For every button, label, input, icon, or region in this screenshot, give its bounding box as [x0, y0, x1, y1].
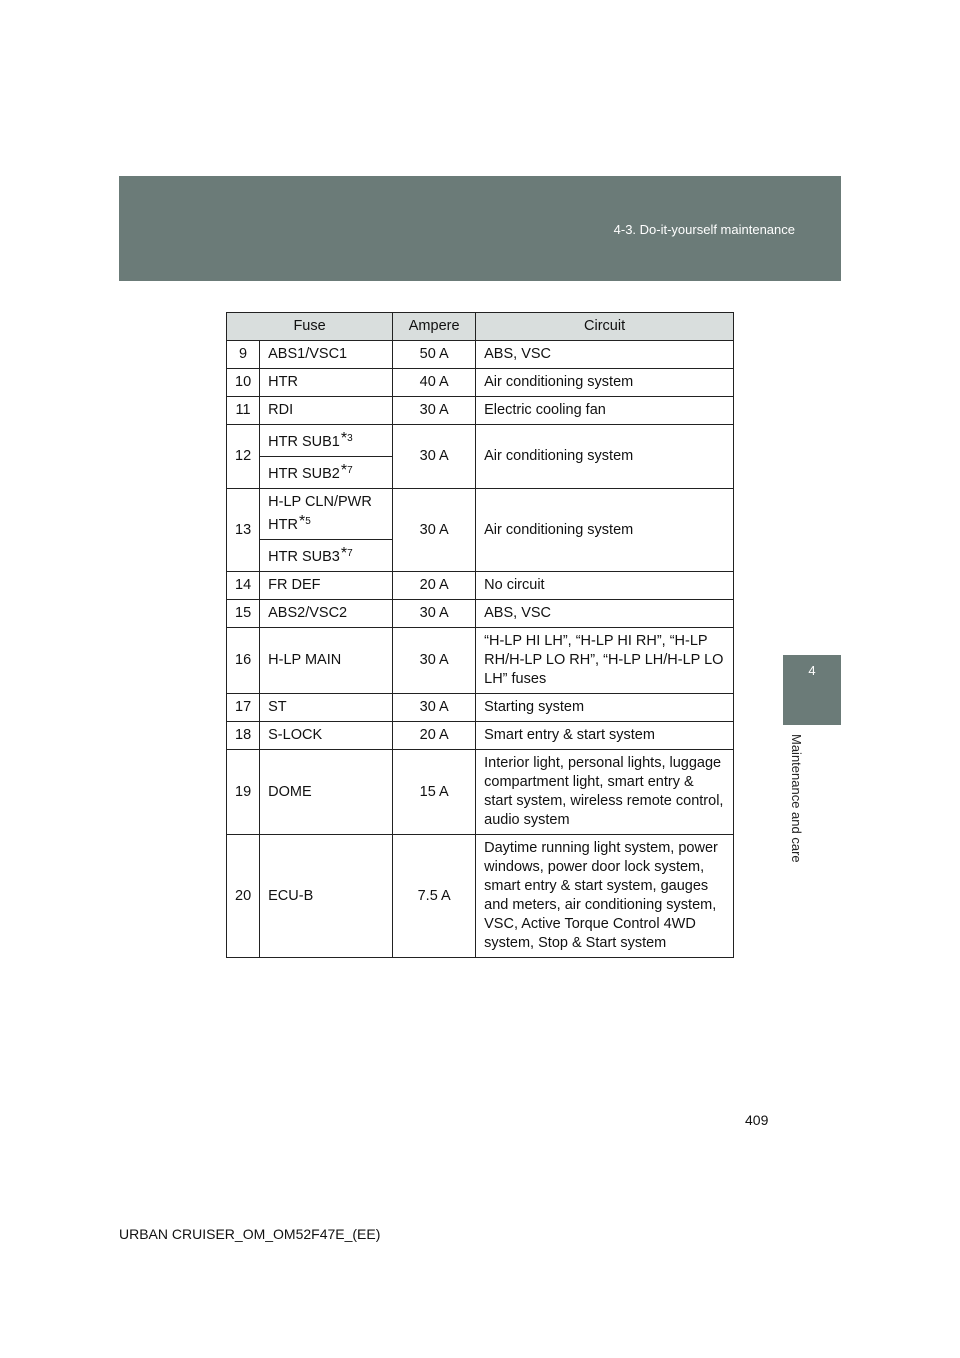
fuse-number: 17 — [227, 694, 260, 722]
footnote-asterisk-icon: *$^3$ — [340, 430, 353, 447]
fuse-ampere: 30 A — [393, 628, 476, 694]
fuse-ampere: 20 A — [393, 722, 476, 750]
fuse-name-cell — [260, 397, 393, 425]
fuse-name-cell — [260, 540, 393, 572]
footnote-asterisk-icon: *$^5$ — [298, 513, 311, 530]
table-row — [227, 369, 734, 397]
table-body — [227, 341, 734, 958]
fuse-name-cell — [260, 722, 393, 750]
table-row — [227, 341, 734, 369]
fuse-number: 20 — [227, 835, 260, 958]
table-row — [227, 572, 734, 600]
fuse-circuit: Air conditioning system — [476, 369, 734, 397]
table-row — [227, 722, 734, 750]
fuse-ampere: 30 A — [393, 489, 476, 572]
fuse-number: 13 — [227, 489, 260, 572]
fuse-ampere: 30 A — [393, 397, 476, 425]
fuse-name: ST — [268, 699, 287, 715]
column-header-fuse: Fuse — [227, 313, 393, 341]
fuse-name-cell — [260, 369, 393, 397]
fuse-number: 15 — [227, 600, 260, 628]
fuse-name: FR DEF — [268, 577, 321, 593]
fuse-number: 18 — [227, 722, 260, 750]
column-header-circuit: Circuit — [476, 313, 734, 341]
fuse-name: HTR SUB1 — [268, 434, 340, 450]
document-code: URBAN CRUISER_OM_OM52F47E_(EE) — [119, 1226, 381, 1242]
table-row — [227, 600, 734, 628]
fuse-name: HTR SUB2 — [268, 466, 340, 482]
fuse-circuit: Electric cooling fan — [476, 397, 734, 425]
table-row — [227, 750, 734, 835]
fuse-name-cell — [260, 425, 393, 457]
fuse-ampere: 40 A — [393, 369, 476, 397]
chapter-tab — [783, 655, 841, 725]
page-number: 409 — [745, 1112, 769, 1128]
fuse-name: ECU-B — [268, 887, 314, 904]
fuse-name: ABS1/VSC1 — [268, 346, 348, 362]
table-row — [227, 425, 734, 457]
fuse-circuit: “H-LP HI LH”, “H-LP HI RH”, “H-LP RH/H-LP LO RH”, “H-LP LH/H-LP LO LH” fuses — [476, 628, 734, 694]
fuse-name: ABS2/VSC2 — [268, 605, 348, 621]
table-row — [227, 397, 734, 425]
fuse-name-cell — [260, 835, 393, 958]
fuse-name-cell — [260, 341, 393, 369]
fuse-number: 9 — [227, 341, 260, 369]
footnote-number: 7 — [347, 465, 353, 476]
fuse-ampere: 30 A — [393, 694, 476, 722]
fuse-name-cell — [260, 628, 393, 694]
footnote-asterisk-icon: *$^7$ — [340, 545, 353, 562]
fuse-table — [226, 312, 734, 958]
table-row — [227, 694, 734, 722]
table-row — [227, 489, 734, 540]
fuse-name-cell — [260, 694, 393, 722]
fuse-ampere: 30 A — [393, 600, 476, 628]
fuse-name: HTR — [268, 374, 298, 390]
fuse-circuit: Starting system — [476, 694, 734, 722]
fuse-circuit: Interior light, personal lights, luggage compartment light, smart entry & start system, wireless remote control, audio system — [476, 750, 734, 835]
fuse-circuit: Daytime running light system, power windows, power door lock system, smart entry & start system, gauges and meters, air conditioning system, VSC, Active Torque Control 4WD system, Stop & Start system — [476, 835, 734, 958]
footnote-number: 5 — [305, 516, 311, 527]
column-header-ampere: Ampere — [393, 313, 476, 341]
table-row — [227, 835, 734, 958]
fuse-name-cell — [260, 750, 393, 835]
footnote-number: 7 — [347, 548, 353, 559]
fuse-name-cell — [260, 457, 393, 489]
footnote-number: 3 — [347, 433, 353, 444]
fuse-circuit: No circuit — [476, 572, 734, 600]
fuse-circuit: ABS, VSC — [476, 341, 734, 369]
fuse-name: HTR SUB3 — [268, 549, 340, 565]
header-band — [119, 176, 841, 281]
fuse-circuit: Air conditioning system — [476, 425, 734, 489]
fuse-number: 12 — [227, 425, 260, 489]
fuse-name: RDI — [268, 402, 294, 418]
fuse-ampere: 7.5 A — [393, 835, 476, 958]
fuse-name: S-LOCK — [268, 727, 323, 743]
chapter-number: 4 — [808, 663, 816, 678]
fuse-name-cell — [260, 489, 393, 540]
section-title: 4-3. Do-it-yourself maintenance — [613, 222, 795, 237]
fuse-name: H-LP MAIN — [268, 652, 342, 668]
fuse-name-cell — [260, 600, 393, 628]
fuse-number: 11 — [227, 397, 260, 425]
chapter-label: Maintenance and care — [789, 734, 804, 863]
fuse-number: 14 — [227, 572, 260, 600]
table-header-row — [227, 313, 734, 341]
footnote-asterisk-icon: *$^7$ — [340, 462, 353, 479]
fuse-ampere: 15 A — [393, 750, 476, 835]
fuse-circuit: ABS, VSC — [476, 600, 734, 628]
fuse-circuit: Air conditioning system — [476, 489, 734, 572]
fuse-ampere: 20 A — [393, 572, 476, 600]
fuse-name: H-LP CLN/PWR HTR — [268, 494, 372, 533]
fuse-name: DOME — [268, 783, 312, 800]
fuse-ampere: 50 A — [393, 341, 476, 369]
fuse-name-cell — [260, 572, 393, 600]
fuse-circuit: Smart entry & start system — [476, 722, 734, 750]
fuse-number: 10 — [227, 369, 260, 397]
fuse-ampere: 30 A — [393, 425, 476, 489]
table-row — [227, 628, 734, 694]
fuse-number: 19 — [227, 750, 260, 835]
fuse-number: 16 — [227, 628, 260, 694]
